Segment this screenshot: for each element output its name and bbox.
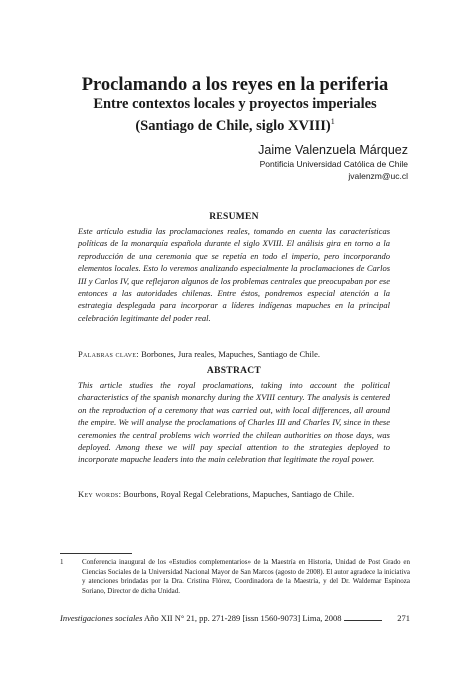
page-footer	[60, 612, 410, 624]
footnote	[60, 558, 410, 596]
article-subtitle-line2-wrap	[60, 113, 410, 135]
title-footnote-marker[interactable]: 1	[330, 117, 335, 126]
author-block	[258, 142, 408, 182]
abstract-keywords	[78, 488, 390, 500]
abstract-heading: ABSTRACT	[206, 366, 262, 376]
footnote-text: Conferencia inaugural de los «Estudios complementarios» de la Maestría en Historia, Unidad de Post Grado en Ciencias Sociales de la Universidad Nacional Mayor de San Marcos (agosto de 2008). El autor agradece la iniciativa y atenciones brindadas por la Dra. Cristina Flórez, Coordinadora de la Maestría, y del Dr. Waldemar Espinoza Soriano, Director de dicha Unidad.	[82, 558, 410, 595]
resumen-heading: RESUMEN	[209, 212, 259, 222]
author-name: Jaime Valenzuela Márquez	[258, 143, 408, 157]
journal-name: Investigaciones sociales	[60, 613, 143, 623]
resumen-keywords-label: Palabras clave:	[78, 349, 139, 359]
resumen-text: Este artículo estudia las proclamaciones reales, tomando en cuenta las características políticas de la monarquía española durante el siglo XVIII. El análisis gira en torno a la reproducción de una ceremonia que se repetía en todo el imperio, pero incorporando elementos locales. Esto lo veremos analizando especialmente la proclamaciones de Carlos III y Carlos IV, que reflejaron algunos de los problemas centrales que preocupaban por ese entonces a las autoridades chilenas. Entre éstos, pondremos especial atención a la estrategia desplegada para incorporar a líderes indígenas mapuches en la principal celebración legitimante del poder real.	[78, 226, 390, 323]
footnote-number: 1	[60, 558, 64, 566]
resumen-keywords-values: Borbones, Jura reales, Mapuches, Santiago de Chile.	[141, 349, 321, 359]
article-subtitle-line2: (Santiago de Chile, siglo XVIII)	[135, 117, 331, 134]
author-email[interactable]: jvalenzm@uc.cl	[348, 171, 408, 181]
footnote-divider	[60, 553, 132, 554]
article-title: Proclamando a los reyes en la periferia	[81, 75, 389, 95]
journal-details: Año XII N° 21, pp. 271-289 [issn 1560-9073] Lima, 2008	[144, 613, 342, 623]
abstract-text: This article studies the royal proclamations, taking into account the political characteristics of the spanish monarchy during the XVIII century. The analysis is centered on the reproduction of a ceremony that was carried out, with local differences, all around the empire. We will analyse the proclamations of Charles III and Charles IV, since in these ceremonies the central problems wich worried the chilean authorities on those days, was deployed. Among these we will pay special attention to the strategies deployed to incorporate mapuche leaders into the main celebration that legitimate the royal power.	[78, 380, 390, 465]
footer-rule	[344, 620, 382, 621]
article-subtitle-line1: Entre contextos locales y proyectos imperiales	[93, 96, 377, 112]
page-number: 271	[397, 613, 410, 623]
title-block	[60, 74, 410, 135]
resumen-keywords	[78, 348, 390, 360]
abstract-keywords-values: Bourbons, Royal Regal Celebrations, Mapuches, Santiago de Chile.	[123, 489, 355, 499]
abstract-keywords-label: Key words:	[78, 489, 122, 499]
author-affiliation: Pontificia Universidad Católica de Chile	[259, 159, 408, 169]
